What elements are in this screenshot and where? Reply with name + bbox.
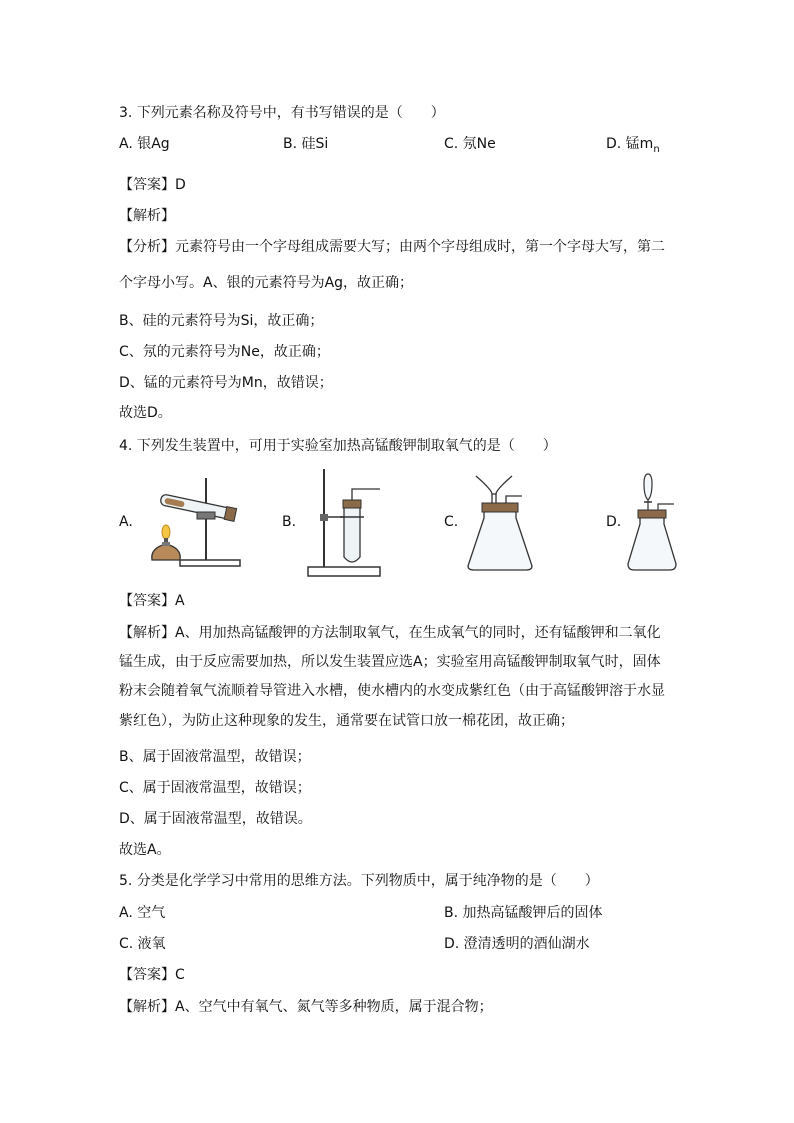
q3-option-c: C. 氖Ne — [444, 136, 496, 152]
q4-option-label-a: A. — [119, 514, 133, 530]
q3-stem: 3. 下列元素名称及符号中，有书写错误的是（ ） — [119, 105, 445, 121]
q5-option-b: B. 加热高锰酸钾后的固体 — [444, 905, 603, 921]
q3-option-d-text: D. 锰m — [606, 136, 654, 152]
q4-explanation-line-2: 锰生成，由于反应需要加热，所以发生装置应选A；实验室用高锰酸钾制取氧气时，固体 — [119, 654, 661, 670]
q5-answer: 【答案】C — [119, 967, 185, 983]
q4-option-label-c: C. — [444, 514, 459, 530]
q3-jiexi-heading: 【解析】 — [119, 208, 175, 224]
q5-option-d: D. 澄清透明的酒仙湖水 — [444, 936, 590, 952]
q4-explanation-line-7: D、属于固液常温型，故错误。 — [119, 811, 312, 827]
q4-explanation-line-1: 【解析】A、用加热高锰酸钾的方法制取氧气，在生成氧气的同时，还有锰酸钾和二氧化 — [119, 625, 661, 641]
q4-explanation-line-4: 紫红色），为防止这种现象的发生，通常要在试管口放一棉花团，故正确； — [119, 713, 574, 729]
q4-explanation-line-5: B、属于固液常温型，故错误； — [119, 749, 311, 765]
q3-answer: 【答案】D — [119, 177, 186, 193]
test-tube-on-stand-apparatus-icon — [300, 465, 386, 579]
q3-analysis-line-2: 个字母小写。A、银的元素符号为Ag，故正确； — [119, 275, 414, 291]
q5-option-a: A. 空气 — [119, 905, 166, 921]
q3-option-d-subscript: n — [653, 143, 660, 155]
q3-option-b: B. 硅Si — [283, 136, 329, 152]
q4-stem: 4. 下列发生装置中，可用于实验室加热高锰酸钾制取氧气的是（ ） — [119, 438, 557, 454]
q3-analysis-line-3: B、硅的元素符号为Si，故正确； — [119, 313, 324, 329]
q4-explanation-line-6: C、属于固液常温型，故错误； — [119, 780, 311, 796]
q3-analysis-line-4: C、氖的元素符号为Ne，故正确； — [119, 344, 330, 360]
q4-option-label-b: B. — [282, 514, 297, 530]
q4-answer: 【答案】A — [119, 593, 185, 609]
q3-conclusion: 故选D。 — [119, 405, 172, 421]
q4-conclusion: 故选A。 — [119, 842, 171, 858]
separatory-funnel-flask-apparatus-icon — [624, 472, 688, 574]
q3-analysis-line-1: 【分析】元素符号由一个字母组成需要大写；由两个字母组成时，第一个字母大写，第二 — [119, 239, 665, 255]
q4-option-label-d: D. — [606, 514, 622, 530]
q3-analysis-line-5: D、锰的元素符号为Mn，故错误； — [119, 375, 333, 391]
q5-explanation-line-1: 【解析】A、空气中有氧气、氮气等多种物质，属于混合物； — [119, 999, 493, 1015]
q4-explanation-line-3: 粉末会随着氧气流顺着导管进入水槽，使水槽内的水变成紫红色（由于高锰酸钾溶于水显 — [119, 683, 665, 699]
q3-option-d — [606, 134, 660, 160]
heated-test-tube-apparatus-icon — [140, 472, 244, 572]
q3-option-a: A. 银Ag — [119, 136, 170, 152]
q5-stem: 5. 分类是化学学习中常用的思维方法。下列物质中，属于纯净物的是（ ） — [119, 873, 599, 889]
q5-option-c: C. 液氧 — [119, 936, 166, 952]
long-funnel-flask-apparatus-icon — [462, 470, 542, 574]
